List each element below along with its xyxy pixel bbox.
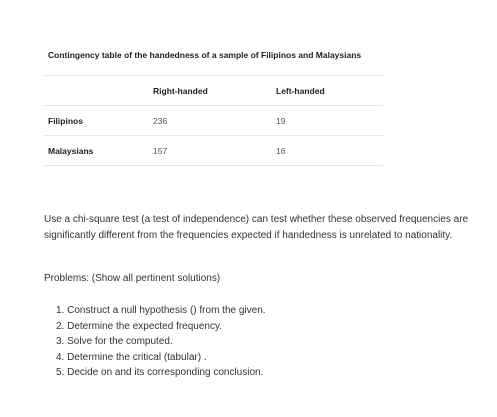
- problem-list: [56, 303, 266, 381]
- instruction-paragraph: Use a chi-square test (a test of independence) can test whether these observed frequencies are significantly different from the frequencies expected if handedness is unrelated to nationality.: [44, 214, 469, 241]
- row-label-malaysians: Malaysians: [44, 136, 149, 166]
- problem-item: 4. Determine the critical (tabular) .: [56, 351, 207, 363]
- cell-malaysians-right-handed: 157: [149, 136, 272, 166]
- row-label-filipinos: Filipinos: [44, 106, 149, 136]
- table-header-right-handed: Right-handed: [149, 76, 272, 106]
- cell-malaysians-left-handed: 16: [272, 136, 383, 166]
- problems-heading: Problems: (Show all pertinent solutions): [44, 273, 221, 284]
- table-header-row: [44, 76, 383, 106]
- table-row: [44, 136, 383, 166]
- table-row: [44, 106, 383, 136]
- table-header-empty: [44, 76, 149, 106]
- problem-item: 5. Decide on and its corresponding conclusion.: [56, 367, 264, 378]
- table-header-left-handed: Left-handed: [272, 76, 383, 106]
- problem-item: 1. Construct a null hypothesis () from the given.: [56, 305, 266, 316]
- cell-filipinos-left-handed: 19: [272, 106, 383, 136]
- contingency-table: [44, 75, 383, 166]
- table-caption: Contingency table of the handedness of a sample of Filipinos and Malaysians: [48, 50, 362, 60]
- problem-item: 2. Determine the expected frequency.: [56, 320, 223, 332]
- cell-filipinos-right-handed: 236: [149, 106, 272, 136]
- problem-item: 3. Solve for the computed.: [56, 336, 173, 347]
